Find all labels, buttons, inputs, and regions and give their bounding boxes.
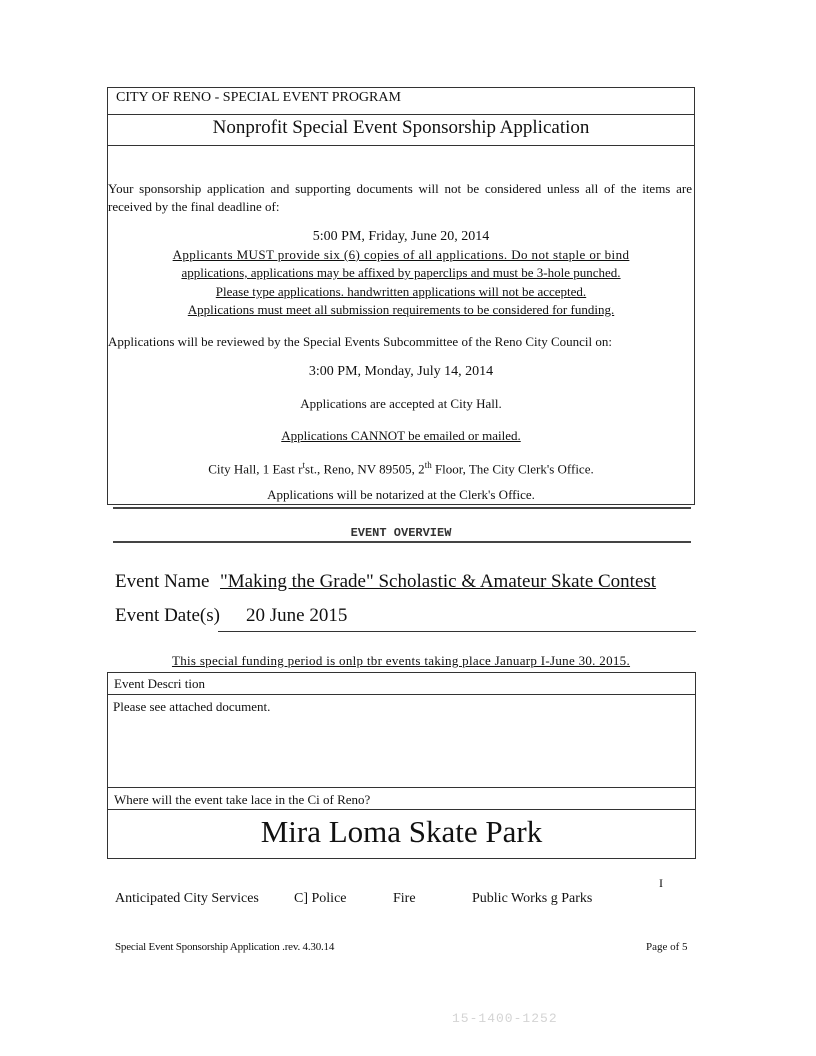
table-divider-1 xyxy=(107,694,696,695)
overview-rule-bottom xyxy=(113,541,691,543)
table-divider-3 xyxy=(107,809,696,810)
section-title: EVENT OVERVIEW xyxy=(350,526,452,540)
requirement-line-1: Applicants MUST provide six (6) copies of all applications. Do not staple or bind xyxy=(172,247,630,262)
program-header: CITY OF RENO - SPECIAL EVENT PROGRAM xyxy=(116,90,401,105)
notarized-notice: Applications will be notarized at the Clerk's Office. xyxy=(267,487,535,502)
deadline: 5:00 PM, Friday, June 20, 2014 xyxy=(312,229,490,244)
header-divider-1 xyxy=(107,114,695,115)
faint-stamp: 15-1400-1252 xyxy=(452,1011,558,1026)
overview-rule-top xyxy=(113,507,691,509)
no-email-notice: Applications CANNOT be emailed or mailed. xyxy=(281,428,521,443)
description-label: Event Descri tion xyxy=(114,676,205,691)
services-label: Anticipated City Services xyxy=(115,891,259,906)
header-divider-2 xyxy=(107,145,695,146)
application-title: Nonprofit Special Event Sponsorship Application xyxy=(212,117,590,138)
footer-right: Page of 5 xyxy=(646,941,688,953)
requirement-line-2: applications, applications may be affixed by paperclips and must be 3-hole punched. xyxy=(181,265,621,280)
review-date: 3:00 PM, Monday, July 14, 2014 xyxy=(308,364,494,379)
footer-left: Special Event Sponsorship Application .rev. 4.30.14 xyxy=(115,941,335,953)
address xyxy=(107,460,695,477)
address-part2: st., Reno, NV 89505, 2 xyxy=(305,461,425,477)
event-name-value[interactable]: "Making the Grade" Scholastic & Amateur Skate Contest xyxy=(220,571,657,592)
intro-text: Your sponsorship application and supporting documents will not be considered unless all of the items are received by the final deadline of: xyxy=(108,181,692,214)
stray-mark: I xyxy=(659,876,663,890)
description-value[interactable]: Please see attached document. xyxy=(113,699,271,714)
event-date-value[interactable]: 20 June 2015 xyxy=(246,605,348,626)
location-value[interactable]: Mira Loma Skate Park xyxy=(260,814,543,849)
event-name-label: Event Name xyxy=(115,571,210,592)
table-divider-2 xyxy=(107,787,696,788)
address-sup1: t xyxy=(302,460,306,470)
event-date-underline xyxy=(218,631,696,632)
requirement-line-3: Please type applications. handwritten applications will not be accepted. xyxy=(215,284,587,299)
address-part1: City Hall, 1 East r xyxy=(208,461,303,477)
accepted-at: Applications are accepted at City Hall. xyxy=(300,396,502,411)
address-part3: Floor, The City Clerk's Office. xyxy=(431,461,594,477)
requirement-line-4: Applications must meet all submission requirements to be considered for funding. xyxy=(187,302,615,317)
fire-checkbox[interactable]: Fire xyxy=(393,891,416,906)
event-date-label: Event Date(s) xyxy=(115,605,220,626)
police-checkbox[interactable]: C] Police xyxy=(294,891,347,906)
address-sup2: th xyxy=(424,460,432,470)
location-label: Where will the event take lace in the Ci of Reno? xyxy=(114,792,371,807)
review-text: Applications will be reviewed by the Special Events Subcommittee of the Reno City Council on: xyxy=(108,334,613,349)
funding-period: This special funding period is onlp tbr events taking place Januarp I-June 30. 2015. xyxy=(171,653,631,668)
public-works-parks-checkbox[interactable]: Public Works g Parks xyxy=(472,891,593,906)
